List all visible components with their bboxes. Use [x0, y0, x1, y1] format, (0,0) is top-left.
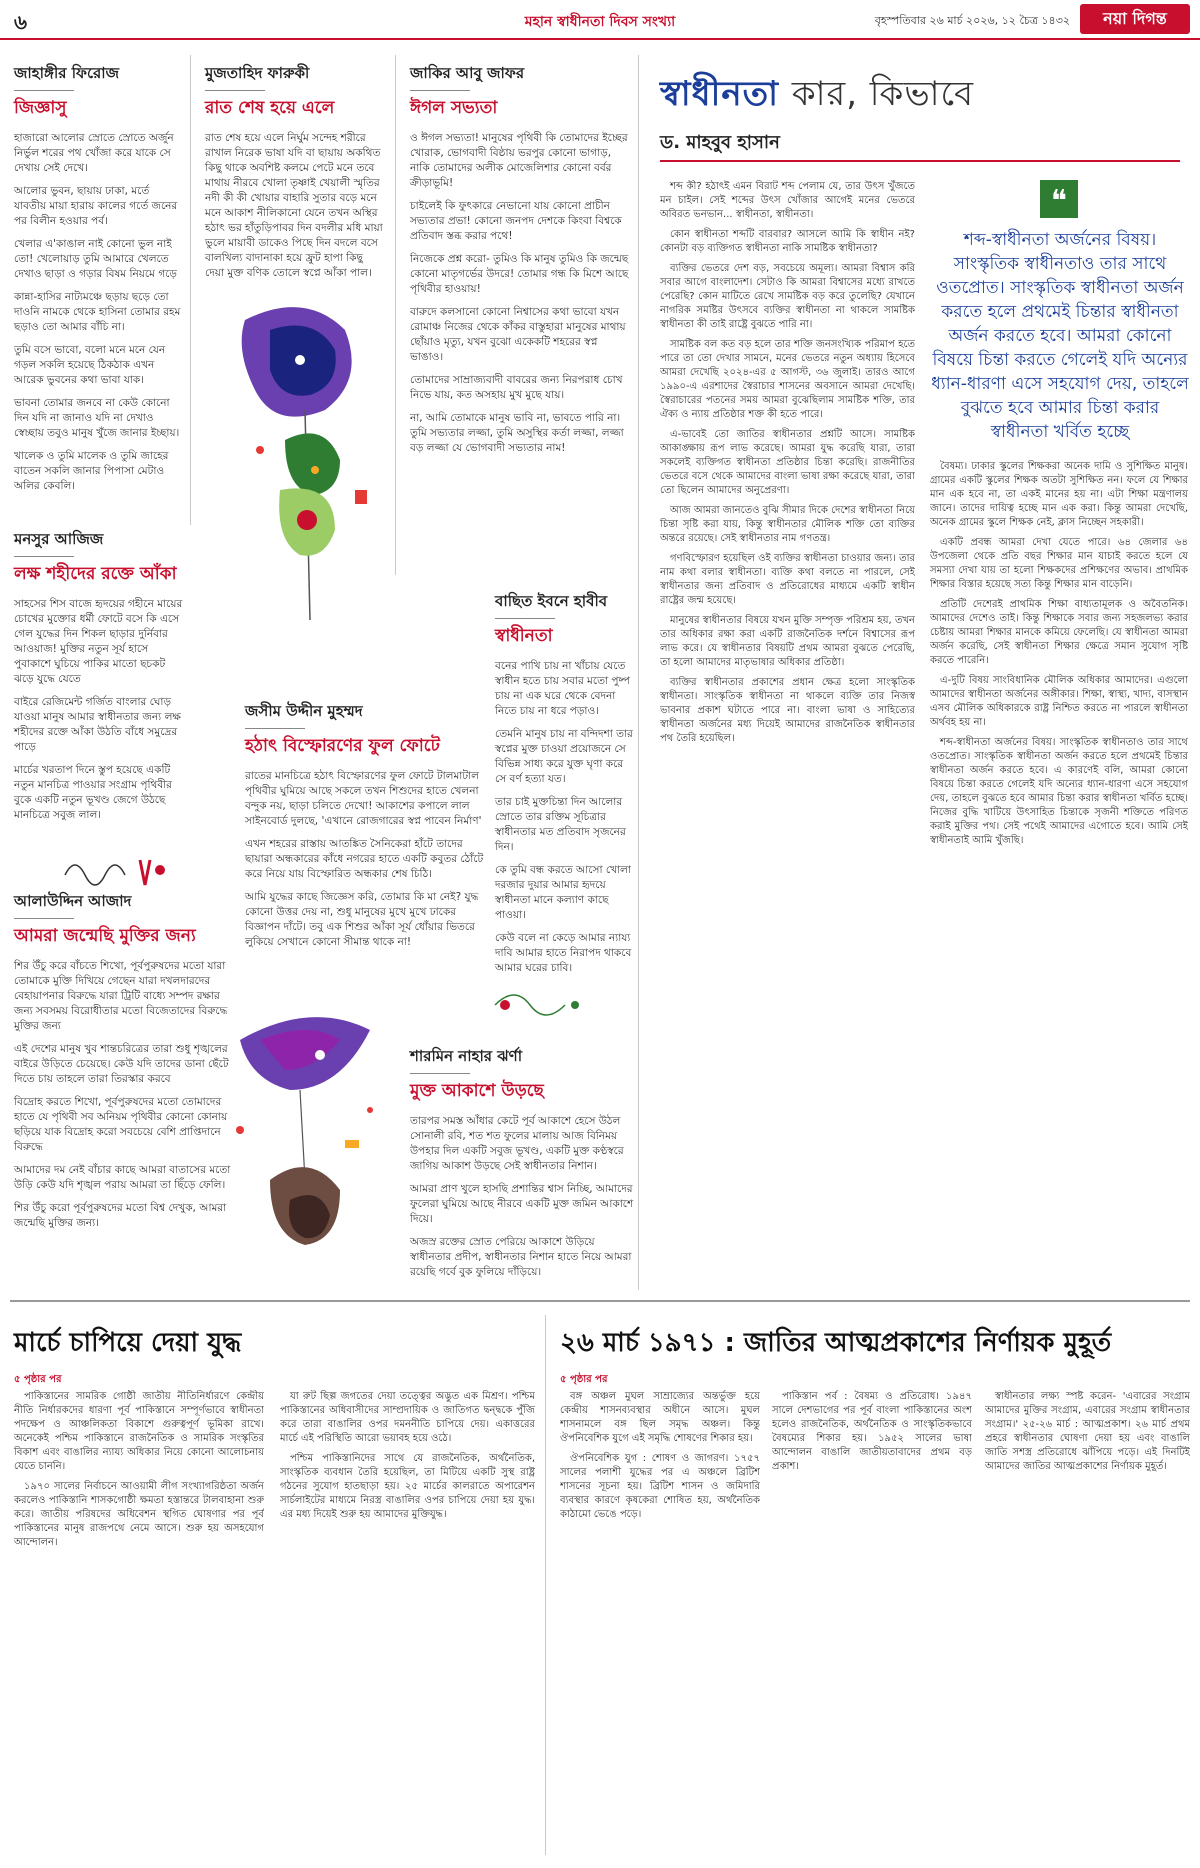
article-author: ড. মাহবুব হাসান	[660, 132, 780, 153]
poem-4	[14, 528, 184, 831]
poem-title: হঠাৎ বিস্ফোরণের ফুল ফোটে	[245, 736, 440, 756]
poem-title: মুক্ত আকাশে উড়ছে	[410, 1081, 544, 1101]
poem-text: ও ঈগল সভ্যতা! মানুষের পৃথিবী কি তোমাদের ইচ্ছের খোরাক, ভোগবাদী বিষ্ঠায় ভরপুর কোনো ভাগাড়, নাকি তোমাদের অলীক মোজেলিশার কোনো বর্বর ক্রীড়াভূমি! চাইলেই কি ফুৎকারে নেভানো যায় কোনো প্রাচীন সভ্যতার প্রভা! কোনো জনপদ দেশকে কিংবা বিশ্বকে প্রতিবাদ স্তব্ধ করার পথে! নিজেকে প্রশ্ন করো- তুমিও কি মানুষ তুমিও কি জন্মেছ কোনো মাতৃগর্ভের উদরে! তোমার গন্ধ কি মিশে আছে পৃথিবীর হাওয়ায়! বারুদে কলসানো কোনো নিশ্বাসের কথা ভাবো যখন রোমাঞ্চ নিজের থেকে কাঁকর বাস্তুহারা মানুষের মাথায় ছোঁয়াও মৃত্যু, যখন বুঝো একেকটি শহরের স্বপ্ন ভাঙাও। তোমাদের সাম্রাজ্যবাদী বাবরের জন্য নিরপরাধ চোখ নিভে যায়, কত অসহায় মুখ মুছে যায়। না, আমি তোমাকে মানুষ ভাবি না, ভাবতে পারি না। তুমি সভ্যতার লজ্জা, তুমি অসুস্থির কর্তা লজ্জা, লজ্জা বড় লজ্জা যে ভোগবাদী সভ্যতার নাম!	[410, 132, 629, 454]
poem-text: তারপর সমস্ত আঁধার কেটে পূর্ব আকাশে হেসে উঠল সোনালী রবি, শত শত ফুলের মালায় আজ বিনিময় উপহার দিল একটি সবুজ ভূখণ্ড, একটি মুক্ত কণ্ঠস্বরে জাগিয় আকাশ উড়ছে সেই স্বাধীনতার নিশান। আমরা প্রাণ খুলে হাসছি প্রশান্তির শ্বাস নিচ্ছি, আমাদের ফুলেরা ঘুমিয়ে আছে নীরবে একটি মুক্ত জমিন আকাশে দিয়ে। অজস্র রক্তের স্রোত পেরিয়ে আকাশে উড়িয়ে স্বাধীনতার প্রদীপ, স্বাধীনতার নিশান হাতে নিয়ে আমরা রয়েছি গর্বে বুক ফুলিয়ে দাঁড়িয়ে।	[410, 1115, 634, 1278]
page-header	[0, 0, 1200, 40]
bottom-left-column-1: পাকিস্তানের সামরিক গোষ্ঠী জাতীয় নীতিনির্ধারণে কেন্দ্রীয় নীতি নির্ধারকদের ধারণা পূর্ব পাকিস্তানে সম্পূর্ণভাবে স্বাধীনতা পদক্ষেপ ও আঞ্চলিকতা বিকাশে গুরুত্বপূর্ণ ভূমিকা রাখে। অনেকেই পশ্চিম পাকিস্তানে রাজনৈতিক ও সামরিক সংস্কৃতির বিকাশ এবং বাঙালির ন্যায্য অধিকার নিয়ে কোনো আলোচনায় যেতে চাননি। ১৯৭০ সালের নির্বাচনে আওয়ামী লীগ সংখ্যাগরিষ্ঠতা অর্জন করলেও পাকিস্তানি শাসকগোষ্ঠী ক্ষমতা হস্তান্তরে টালবাহানা শুরু করে। জাতীয় পরিষদের অধিবেশন স্থগিত ঘোষণার পর পূর্ব পাকিস্তানের মানুষ রাজপথে নেমে আসে। শুরু হয় অসহযোগ আন্দোলন।	[14, 1391, 264, 1548]
continued-from: ৫ পৃষ্ঠার পর	[560, 1374, 608, 1385]
article-title-part1: স্বাধীনতা	[660, 74, 779, 114]
bottom-right-column-2: পাকিস্তান পর্ব : বৈষম্য ও প্রতিরোধ। ১৯৪৭ সালে দেশভাগের পর পূর্ব বাংলা পাকিস্তানের অংশ হলেও রাজনৈতিক, অর্থনৈতিক ও সাংস্কৃতিকভাবে বৈষম্যের শিকার হয়। ১৯৫২ সালের ভাষা আন্দোলন বাঙালি জাতীয়তাবাদের প্রথম বড় প্রকাশ।	[772, 1391, 972, 1472]
section-divider	[10, 1300, 1190, 1302]
poet-name: জসীম উদ্দীন মুহম্মদ	[245, 700, 485, 729]
poet-name: বাছিত ইবনে হাবীব	[495, 590, 635, 619]
poem-title: ঈগল সভ্যতা	[410, 98, 498, 118]
poem-divider	[190, 55, 191, 525]
pull-quote: শব্দ-স্বাধীনতা অর্জনের বিষয়। সাংস্কৃতিক স্বাধীনতাও তার সাথে ওতপ্রোত। সাংস্কৃতিক স্বাধীনতা অর্জন করতে হলে প্রথমেই চিন্তার স্বাধীনতা অর্জন করতে হবে। আমরা কোনো বিষয়ে চিন্তা করতে গেলেই যদি অন্যের ধ্যান-ধারণা এসে সহযোগ দেয়, তাহলে বুঝতে হবে আমার চিন্তা করার স্বাধীনতা খর্বিত হচ্ছে	[931, 230, 1189, 442]
poem-text: সাহসের শিস বাজে হৃদয়ের গহীনে মায়ের চোখের মুক্তোর ধর্মী ফোটে বসে কি এসে গেল যুদ্ধের দিন শিকল ছাড়ার দুর্নিবার আওয়াজ! মুক্তির নতুন সূর্য হাসে পুবাকাশে ঘুচিয়ে পাকির মাতো ছচকট ঝড়ে যুদ্ধে যেতে বাইরে রেজিমেন্ট গর্জিত বাংলার ঘোড় যাওয়া মানুষ আমার স্বাধীনতার জন্য লক্ষ শহীদের রক্তে আঁকা উঠতি বাঁধে সমুদ্রের পাড়ে মার্চের খরতাপ দিনে স্তুপ হয়েছে একটি নতুন মানচিত্র পাওয়ার সংগ্রাম পৃথিবীর বুকে একটি নতুন ভূখণ্ড জেগে উঠছে মানচিত্রে সবুজ লাল।	[14, 598, 183, 821]
poem-text: বনের পাখি চায় না খাঁচায় যেতে স্বাধীন হতে চায় সবার মতো পুষ্প চায় না এক ঘরে থেকে বেদনা নিতে চায় না ধরে পড়াও। তেমনি মানুষ চায় না বন্দিদশা তার স্বপ্নের মুক্ত চাওয়া প্রয়োজনে সে বিভিন্ন সাধ্য করে যুক্ত ঘৃণা করে সে বর্ণ হত্যা যত। তার চাই মুক্তচিন্তা দিন আলোর স্রোতে তার রক্তিম সূচিত্রার স্বাধীনতার মত প্রতিবাদ সৃজনের দিন। কে তুমি বন্ধ করতে আসো খোলা দরজার দুয়ার আমার হৃদয়ে স্বাধীনতা মানে কল্যাণ কাছে পাওয়া। কেউ বলে না কেড়ে আমার ন্যায্য দাবি আমার হাতে নিরাপদ থাকবে আমার ঘরের চাবি।	[495, 660, 633, 974]
article-column-1: শব্দ কী? হঠাৎই এমন বিরাট শব্দ পেলাম যে, তার উৎস খুঁজতে মন চাইল। সেই শব্দের উৎস খোঁজার আগেই মনের ভেতরে অবিরত ভনভান... স্বাধীনতা, স্বাধীনতা। কোন স্বাধীনতা শব্দটি বারবার? আসলে আমি কি স্বাধীন নই? কোনটা বড় ব্যক্তিগত স্বাধীনতা নাকি সামষ্টিক স্বাধীনতা? ব্যক্তির ভেতরে দেশ বড়, সবচেয়ে অমূল্য। আমরা বিশ্বাস করি সবার আগে বাংলাদেশ। সেটাও কি আমরা বিশ্বাসের মধ্যে রাখতে পেরেছি? কোন মাটিতে রেখে সামষ্টিক বড় করে তুলেছি? যেখানে নাগরিক সমষ্টির উৎসবে ব্যক্তির স্বাধীনতা না থাকলে সামষ্টিক স্বাধীনতা কী তাই রাষ্ট্রে বুঝতে পারি না। সামষ্টিক বল কত বড় হলে তার শক্তি জনসংখ্যিক পরিমাপ হতে পারে তা তো দেখার সামনে, মনের ভেতরে নতুন অধ্যায় হিসেবে আমরা দেখেছি ২০২৪-এর ৫ আগস্ট, ৩৬ জুলাই। তারও আগে ১৯৯০-এ এরশাদের স্বৈরাচার শাসনের অবসানে আমরা দেখেছি। স্বৈরাচারের পতনের সময় আমরা বুঝেছিলাম সামষ্টিক শক্তি, তার ঐক্য ও ন্যায় প্রতিষ্ঠার শক্ত কী হতে পারে। এ-ভাবেই তো জাতির স্বাধীনতার প্রশ্নটি আসে। সামষ্টিক আকাঙ্ক্ষায় রূপ লাভ করেছে। আমরা যুদ্ধ করেছি যারা, তারা সকলেই ব্যক্তিগত স্বাধীনতা প্রতিষ্ঠার চিন্তা করেছি। রাজনীতির ভেতরে বসে থেকে আমাদের বাংলা ভাষা রক্ষা করেছে যারা, তারা তো ছিলেন আমাদের অনুপ্রেরণা। আজ আমরা জানতেও বুঝি সীমার দিকে দেশের স্বাধীনতা নিয়ে চিন্তা সৃষ্টি করা যায়, কিন্তু স্বাধীনতার মৌলিক শক্তি তো ব্যক্তির অন্তরে রয়েছে। সেই স্বাধীনতার নাম গণতন্ত্র। গণবিস্ফোরণ হয়েছিল ওই ব্যক্তির স্বাধীনতা চাওয়ার জন্য। তার নাম কথা বলার স্বাধীনতা। ব্যক্তি কথা বলতে না পারলে, সেই স্বাধীনতার জন্য প্রতিবাদ ও প্রতিরোধের মাধ্যমে একটি স্বাধীন রাষ্ট্রের জন্ম হয়েছে। মানুষের স্বাধীনতার বিষয়ে যখন মুক্তি সম্পৃক্ত পরিশ্রম হয়, তখন তার অধিকার রক্ষা করা একটি রাজনৈতিক দর্শনে বিশ্বাসের রূপ লাভ করে। যে স্বাধীনতার বিষয়টি প্রথম আমরা বুঝতে পেরেছি, তা হলো আমাদের মাতৃভাষার অধিকার প্রতিষ্ঠা। ব্যক্তির স্বাধীনতার প্রকাশের প্রধান ক্ষেত্র হলো সাংস্কৃতিক স্বাধীনতা। সাংস্কৃতিক স্বাধীনতা না থাকলে ব্যক্তি তার নিজস্ব ভাবনার প্রকাশ ঘটাতে পারে না। বাংলা ভাষা ও সাহিত্যের স্বাধীনতা অর্জনের মধ্য দিয়েই আমাদের রাজনৈতিক স্বাধীনতার পথ তৈরি হয়েছিল।	[660, 181, 915, 744]
bottom-right-column-1: বঙ্গ অঞ্চল মুঘল সাম্রাজ্যের অন্তর্ভুক্ত হয়ে কেন্দ্রীয় শাসনব্যবস্থার অধীনে আসে। মুঘল শাসনামলে বঙ্গ ছিল সমৃদ্ধ অঞ্চল। কিন্তু ঔপনিবেশিক যুগে এই সমৃদ্ধি শোষণের শিকার হয়। ঔপনিবেশিক যুগ : শোষণ ও জাগরণ। ১৭৫৭ সালের পলাশী যুদ্ধের পর এ অঞ্চলে ব্রিটিশ শাসনের সূচনা হয়। ব্রিটিশ শাসন ও জমিদারি ব্যবস্থার কারণে কৃষকেরা শোষিত হয়, অর্থনৈতিক কাঠামো ভেঙে পড়ে।	[560, 1391, 760, 1520]
scribble-ornament	[60, 850, 180, 890]
abstract-flower-illustration	[215, 290, 405, 670]
continued-from: ৫ পৃষ্ঠার পর	[14, 1374, 62, 1385]
poem-7	[245, 700, 485, 958]
poet-name: আলাউদ্দিন আজাদ	[14, 890, 234, 919]
bottom-right-column-3: স্বাধীনতার লক্ষ্য স্পষ্ট করেন- 'এবারের সংগ্রাম আমাদের মুক্তির সংগ্রাম, এবারের সংগ্রাম স্বাধীনতার সংগ্রাম।' ২৫-২৬ মার্চ : আত্মপ্রকাশ। ২৬ মার্চ প্রথম প্রহরে স্বাধীনতার ঘোষণা দেয়া হয় এবং বাঙালি জাতি সশস্ত্র প্রতিরোধে ঝাঁপিয়ে পড়ে। এই দিনটিই আমাদের জাতির আত্মপ্রকাশের নির্ণায়ক মুহূর্ত।	[985, 1391, 1190, 1472]
poem-title: রাত শেষ হয়ে এলে	[205, 98, 335, 118]
poem-text: শির উঁচু করে বাঁচতে শিখো, পূর্বপুরুষদের মতো যারা তোমাকে মুক্তি দিখিয়ে গেছেন যারা দখলদারদের বেহায়াপনার বিরুদ্ধে যারা ট্রিটি বাধ্যে সম্পদ রক্ষার জন্য সবসময় বিরোধীতার মতো বিজেতাদের বিরুদ্ধে মুক্তির জন্য এই দেশের মানুষ খুব শান্তচরিত্রের তারা শুধু শৃঙ্খলের বাইরে উড়িতে চেয়েছে। কেউ যদি তাদের ডানা ছেঁটে দিতে চায় তাহলে তারা তিরস্কার করবে বিদ্রোহ করতে শিখো, পূর্বপুরুষদের মতো তোমাদের হাতে যে পৃথিবী সব অনিয়ম পৃথিবীর কোনো কোনায় ছড়িয়ে যাক বিদ্রোহ করো সবচেয়ে বেশি প্রাপ্তিদানে বিরুদ্ধে আমাদের দম নেই বাঁচার কাছে আমরা বাতাসের মতো উড়ি কেউ যদি শৃঙ্খল পরায় আমরা তা ছিঁড়ে ফেলি। শির উঁচু করো পূর্বপুরুষদের মতো বিশ্ব দেখুক, আমরা জন্মেছি মুক্তির জন্য।	[14, 960, 231, 1229]
bottom-column-divider	[545, 1315, 546, 1855]
poem-text: রাত শেষ হয়ে এলে নির্ঘুম সন্দেহ শরীরে রাখাল নিরেক ভাষা যদি বা ছায়ায় অকথিত কিছু থাকে অবশিষ্ট কলমে পেটে মনে তবে মাথায় নীরবে খোলা তৃষ্ণাই খেয়ালী স্মৃতির নদী কী কী খোয়ার বাহারি সুতার বড়ে মনে মনে আকাশ নীলিকানো যেনে তখন অস্থির হঠাৎ ভর হাঁতুড়িপাবর দিন বদলীর মধি মায়া ভুলে মায়াবী ডাকেও পিছে দিন বদলে বসে বালখিল্য বাদানাকা হয়ে ফ্রুট হাপা কিছু দেয়া মুক্ত বণিক তোলে স্বপ্নে আঁকা পাল।	[205, 132, 383, 279]
poet-name: মুজতাহিদ ফারুকী	[205, 62, 385, 91]
poet-name: শারমিন নাহার ঝর্ণা	[410, 1045, 635, 1074]
page-number: ৬	[14, 10, 28, 34]
article-title	[660, 68, 974, 125]
issue-title: মহান স্বাধীনতা দিবস সংখ্যা	[524, 14, 676, 30]
poet-name: মনসুর আজিজ	[14, 528, 184, 557]
poet-name: জাহাঙ্গীর ফিরোজ	[14, 62, 184, 91]
quote-mark-icon: ❝	[1040, 180, 1078, 218]
poem-title: লক্ষ শহীদের রক্তে আঁকা	[14, 564, 177, 584]
article-title-part2: কার, কিভাবে	[791, 74, 975, 114]
poem-title: স্বাধীনতা	[495, 626, 553, 646]
poet-name: জাকির আবু জাফর	[410, 62, 630, 91]
poem-1	[14, 62, 184, 502]
bottom-left-column-2: যা রুট ছিল্প জগতের দেয়া তত্ত্বের অদ্ভুত এক মিশ্রণ। পশ্চিম পাকিস্তানের অধিবাসীদের সাম্প্রদায়িক ও জাতিগত দ্বন্দ্বকে পুঁজি করে তারা বাঙালির ওপর দমননীতি চাপিয়ে দেয়। একাত্তরের মার্চে এই পরিস্থিতি আরো ভয়াবহ হয়ে ওঠে। পশ্চিম পাকিস্তানিদের সাথে যে রাজনৈতিক, অর্থনৈতিক, সাংস্কৃতিক ব্যবধান তৈরি হয়েছিল, তা মিটিয়ে একটি সুস্থ রাষ্ট্র গঠনের সুযোগ হাতছাড়া হয়। ২৫ মার্চের কালরাতে অপারেশন সার্চলাইটের মাধ্যমে নিরস্ত্র বাঙালির ওপর চাপিয়ে দেয়া হয় যুদ্ধ। এর মধ্য দিয়েই শুরু হয় আমাদের মুক্তিযুদ্ধ।	[280, 1391, 535, 1520]
bottom-right-title: ২৬ মার্চ ১৯৭১ : জাতির আত্মপ্রকাশের নির্ণায়ক মুহূর্ত	[560, 1328, 1112, 1358]
poem-5	[14, 890, 234, 1239]
bottom-left-title: মার্চে চাপিয়ে দেয়া যুদ্ধ	[14, 1328, 242, 1358]
article-column-2: বৈষম্য। ঢাকার স্কুলের শিক্ষকরা অনেক দামি ও সুশিক্ষিত মানুষ। গ্রামের একটি স্কুলের শিক্ষক অতটা সুশিক্ষিত নন। ফলে যে শিক্ষার মান এক হবে না, তা একই মানের হয় না। এটা শিক্ষা মন্ত্রণালয় জানে। তাদের দায়িত্ব হচ্ছে মান এক করা। কিন্তু আমরা দেখেছি, অনেক গ্রামের স্কুলে শিক্ষক নেই, ক্লাস নিচ্ছেন সহকারী। একটি প্রবন্ধ আমরা দেখা যেতে পারে। ৬৪ জেলার ৬৪ উপজেলা থেকে প্রতি বছর শিক্ষার মান যাচাই করতে হলে যে সমস্যা দেখা যায় তা হলো শিক্ষকদের প্রশিক্ষণের অভাব। প্রাথমিক শিক্ষার বিস্তার হয়েছে সত্য কিন্তু শিক্ষার মান বাড়েনি। প্রতিটি দেশেরই প্রাথমিক শিক্ষা বাধ্যতামূলক ও অবৈতনিক। আমাদের দেশেও তাই। কিন্তু শিক্ষাকে সবার জন্য সহজলভ্য করার চেষ্টায় আমরা শিক্ষার মানকে কমিয়ে ফেলেছি। যে স্বাধীনতা আমরা অর্জন করেছি, সেই স্বাধীনতা শিক্ষার ক্ষেত্রে সমান সুযোগ সৃষ্টি করতে পারেনি। এ-দুটি বিষয় সাংবিধানিক মৌলিক অধিকার আমাদের। এগুলো আমাদের স্বাধীনতা অর্জনের অঙ্গীকার। শিক্ষা, স্বাস্থ্য, খাদ্য, বাসস্থান এসব মৌলিক অধিকারকে রাষ্ট্র নিশ্চিত করতে না পারলে স্বাধীনতা অর্থবহ হয় না। শব্দ-স্বাধীনতা অর্জনের বিষয়। সাংস্কৃতিক স্বাধীনতাও তার সাথে ওতপ্রোত। সাংস্কৃতিক স্বাধীনতা অর্জন করতে হলে প্রথমেই চিন্তার স্বাধীনতা অর্জন করতে হবে। এ কারণেই বলি, আমরা কোনো বিষয়ে চিন্তা করতে গেলেই যদি অন্যের ধ্যান-ধারণা এসে সহযোগ দেয়, তাহলে বুঝতে হবে আমার চিন্তা করার স্বাধীনতা খর্বিত হচ্ছে। নিজের বুদ্ধি খাটিয়ে উৎসাহিত চিন্তাকে সৃজনী শক্তিতে পরিণত করাই মুক্তির পথ। সেই পথেই আমাদের এগোতে হবে। আমি সেই স্বাধীনতাই আমি খুঁজছি।	[930, 461, 1188, 846]
dateline: বৃহস্পতিবার ২৬ মার্চ ২০২৬, ১২ চৈত্র ১৪৩২	[874, 14, 1070, 27]
poem-text: রাতের মানচিত্রে হঠাৎ বিস্ফোরণের ফুল ফোটে টালমাটাল পৃথিবীর ঘুমিয়ে আছে সকলে তখন শিশুদের হাতে খেলনা বন্দুক নয়, ছাড়া চলিতে দেখো! আকাশের কপালে লাল সাইনবোর্ড দুলছে, 'এখানে রোজগারের স্বপ্ন পাবেন নির্মাণ' এখন শহরের রাস্তায় আতঙ্কিত সৈনিকেরা হাঁটে তাদের ছায়ারা অন্ধকারের কাঁধে নগরের হাতে একটি কবুতর ঠোঁটে করে নিয়ে যায় বিস্ফোরিত অন্ধকার শেষ চিঠি। আমি যুদ্ধের কাছে জিজ্ঞেস করি, তোমার কি মা নেই? যুদ্ধ কোনো উত্তর দেয় না, শুধু মানুষের মুখে মুখে ঢাকের বিজ্ঞাপন দাঁটে। তবু এক শিশুর আঁকা সূর্য ধোঁয়ার ভিতরে লুকিয়ে সেখানে কোনো সীমান্ত থাকে না!	[245, 770, 484, 948]
article-title-rule	[660, 160, 1180, 162]
poem-title: জিজ্ঞাসু	[14, 98, 67, 118]
poem-title: আমরা জন্মেছি মুক্তির জন্য	[14, 926, 196, 946]
poem-3	[410, 62, 630, 464]
newspaper-logo: নয়া দিগন্ত	[1080, 4, 1190, 34]
poem-2	[205, 62, 385, 289]
scribble-ornament-2	[490, 985, 590, 1025]
abstract-bird-illustration	[220, 1000, 400, 1280]
poem-6	[495, 590, 635, 984]
column-divider	[638, 55, 639, 1290]
poem-text: হাজারো আলোর স্রোতে স্রোতে অর্জুন নির্ভুল শরের পথ খোঁজা করে যাকে সে দেখায় সেই দেখে। আলোর ভুবন, ছায়ায় ঢাকা, মর্তে যাবতীয় মায়া হারায় কালের গর্তে জনের পর বিলীন হওয়ার পর্ব। খেলার এ'কাঙাল নাই কোনো ভুল নাই তো! খেলোয়াড় তুমি আমারে খেলতে দেখাও ছাড়া ও গড়ার বিষম নিয়মে গড়ে কান্না-হাসির নাট্যমঞ্চে ছড়ায় ছড়ে তো দাওনি নামকে থেকে হাসিনা তোমার রহম ছড়াও তো আমার বাঁচি না। তুমি বসে ভাবো, বলো মনে মনে যেন গড়ল সকলি হয়েছে ঠিকঠাক এখন আরেক ভুবনের কথা ভাবা যাক। ভাবনা তোমার জনবে না কেউ কোনো দিন যদি না জানাও যদি না দেখাও স্বেচ্ছায় তবুও মানুষ খুঁজে জানার ইচ্ছায়। খালেক ও তুমি মালেক ও তুমি জাহের বাতেন সকলি জানার পিপাসা মেটাও অলির কেবলি।	[14, 132, 181, 492]
poem-8	[410, 1045, 635, 1288]
